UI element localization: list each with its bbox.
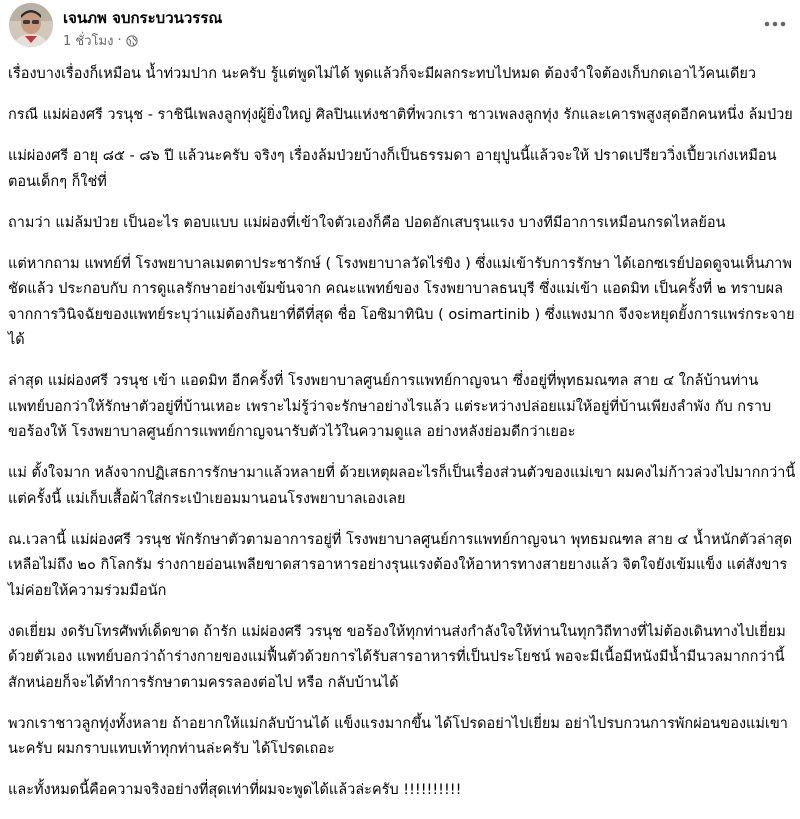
author-avatar[interactable] bbox=[9, 3, 53, 47]
author-name[interactable]: เจนภพ จบกระบวนวรรณ bbox=[63, 9, 223, 27]
post-paragraph: ล่าสุด แม่ผ่องศรี วรนุช เข้า แอดมิท อีกครั้งที่ โรงพยาบาลศูนย์การแพทย์กาญจนา ซึ่งอยู่ที่พุทธมณฑล สาย ๔ ใกล้บ้านท่าน แพทย์บอกว่าให้รักษาตัวอยู่ที่บ้านเหอะ เพราะไม่รู้ว่าจะรักษาอย่างไรแล้ว แต่ระหว่างปล่อยแม่ให้อยู่ที่บ้านเพียงลำพัง กับ กราบขอร้องให้ โรงพยาบาลศูนย์การแพทย์กาญจนารับตัวไว้ในความดูแล อย่างหลังย่อมดีกว่าเยอะ bbox=[8, 373, 772, 440]
post-paragraph: งดเยี่ยม งดรับโทรศัพท์เด็ดขาด ถ้ารัก แม่ผ่องศรี วรนุช ขอร้องให้ทุกท่านส่งกำลังใจให้ท่านในทุกวิถีทางที่ไม่ต้องเดินทางไปเยี่ยมด้วยตัวเอง แพทย์บอกว่าถ้าร่างกายของแม่ฟื้นตัวด้วยการได้รับสารอาหารที่เป็นประโยชน์ พอจะมีเนื้อมีหนังมีน้ำมีนวลมากกว่านี้สักหน่อยก็จะได้ทำการรักษาตามครรลองต่อไป หรือ กลับบ้านได้ bbox=[8, 623, 786, 691]
post-paragraph: แม่ ตั้งใจมาก หลังจากปฏิเสธการรักษามาแล้วหลายที่ ด้วยเหตุผลอะไรก็เป็นเรื่องส่วนตัวของแม่เขา ผมคงไม่ก้าวล่วงไปมากกว่านี้ แต่ครั้งนี้ แม่เก็บเสื้อผ้าใส่กระเป๋าเยอมมานอนโรงพยาบาลเองเลย bbox=[8, 465, 796, 507]
post-paragraph: แต่หากถาม แพทย์ที่ โรงพยาบาลเมตตาประชารักษ์ ( โรงพยาบาลวัดไร่ขิง ) ซึ่งแม่เข้ารับการรักษา ได้เอกซเรย์ปอดดูจนเห็นภาพชัดแล้ว ประกอบกับ การดูแลรักษาอย่างเข้มข้นจาก คณะแพทย์ของ โรงพยาบาลธนบุรี ซึ่งแม่เข้า แอดมิท เป็นครั้งที่ ๒ ทราบผลจากการวินิจฉัยของแพทย์ระบุว่าแม่ต้องกินยาที่ดีที่สุด ชื่อ โอซิมาทินิบ ( osimartinib ) ซึ่งแพงมาก จึงจะหยุดยั้งการแพร่กระจายได้ bbox=[8, 255, 795, 348]
globe-icon[interactable] bbox=[126, 35, 138, 47]
post-paragraph: แม่ผ่องศรี อายุ ๘๕ - ๘๖ ปี แล้วนะครับ จริงๆ เรื่องล้มป่วยบ้างก็เป็นธรรมดา อายุปูนนี้แล้วจะให้ ปราดเปรียววิ่งเปี้ยวเก่งเหมือนตอนเด็กๆ ก็ใช่ที่ bbox=[8, 148, 777, 190]
post-paragraph: และทั้งหมดนี้คือความจริงอย่างที่สุดเท่าที่ผมจะพูดได้แล้วล่ะครับ !!!!!!!!!! bbox=[8, 782, 462, 798]
avatar-photo bbox=[9, 3, 53, 47]
post-timestamp[interactable]: 1 ชั่วโมง bbox=[63, 34, 114, 49]
post-paragraph: กรณี แม่ผ่องศรี วรนุช - ราชินีเพลงลูกทุ่งผู้ยิ่งใหญ่ ศิลปินแห่งชาติที่พวกเรา ชาวเพลงลูกทุ่ง รักและเคารพสูงสุดอีกคนหนึ่ง ล้มป่วย bbox=[8, 107, 793, 123]
post-body bbox=[8, 62, 796, 819]
post-meta bbox=[63, 30, 138, 51]
post-paragraph: เรื่องบางเรื่องก็เหมือน น้ำท่วมปาก นะครับ รู้แต่พูดไม่ได้ พูดแล้วก็จะมีผลกระทบไปหมด ต้องจำใจต้องเก็บกดเอาไว้คนเดียว bbox=[8, 66, 757, 82]
more-horizontal-icon bbox=[764, 21, 786, 27]
post-paragraph: พวกเราชาวลูกทุ่งทั้งหลาย ถ้าอยากให้แม่กลับบ้านได้ แข็งแรงมากขึ้น ได้โปรดอย่าไปเยี่ยม อย่าไปรบกวนการพักผ่อนของแม่เขานะครับ ผมกราบแทบเท้าทุกท่านล่ะครับ ได้โปรดเถอะ bbox=[8, 715, 788, 757]
post-header bbox=[0, 0, 800, 54]
post-paragraph: ณ.เวลานี้ แม่ผ่องศรี วรนุช พักรักษาตัวตามอาการอยู่ที่ โรงพยาบาลศูนย์การแพทย์กาญจนา พุทธมณฑล สาย ๔ น้ำหนักตัวล่าสุดเหลือไม่ถึง ๒๐ กิโลกรัม ร่างกายอ่อนเพลียขาดสารอาหารอย่างรุนแรงต้องให้อาหารทางสายยางแล้ว จิตใจยังเข้มแข็ง แต่สังขารไม่ค่อยให้ความร่วมมือนัก bbox=[8, 531, 793, 599]
post-paragraph: ถามว่า แม่ล้มป่วย เป็นอะไร ตอบแบบ แม่ผ่องที่เข้าใจตัวเองก็คือ ปอดอักเสบรุนแรง บางทีมีอาการเหมือนกรดไหลย้อน bbox=[8, 214, 726, 231]
meta-separator: · bbox=[117, 33, 122, 48]
post-options-button[interactable] bbox=[758, 12, 792, 36]
